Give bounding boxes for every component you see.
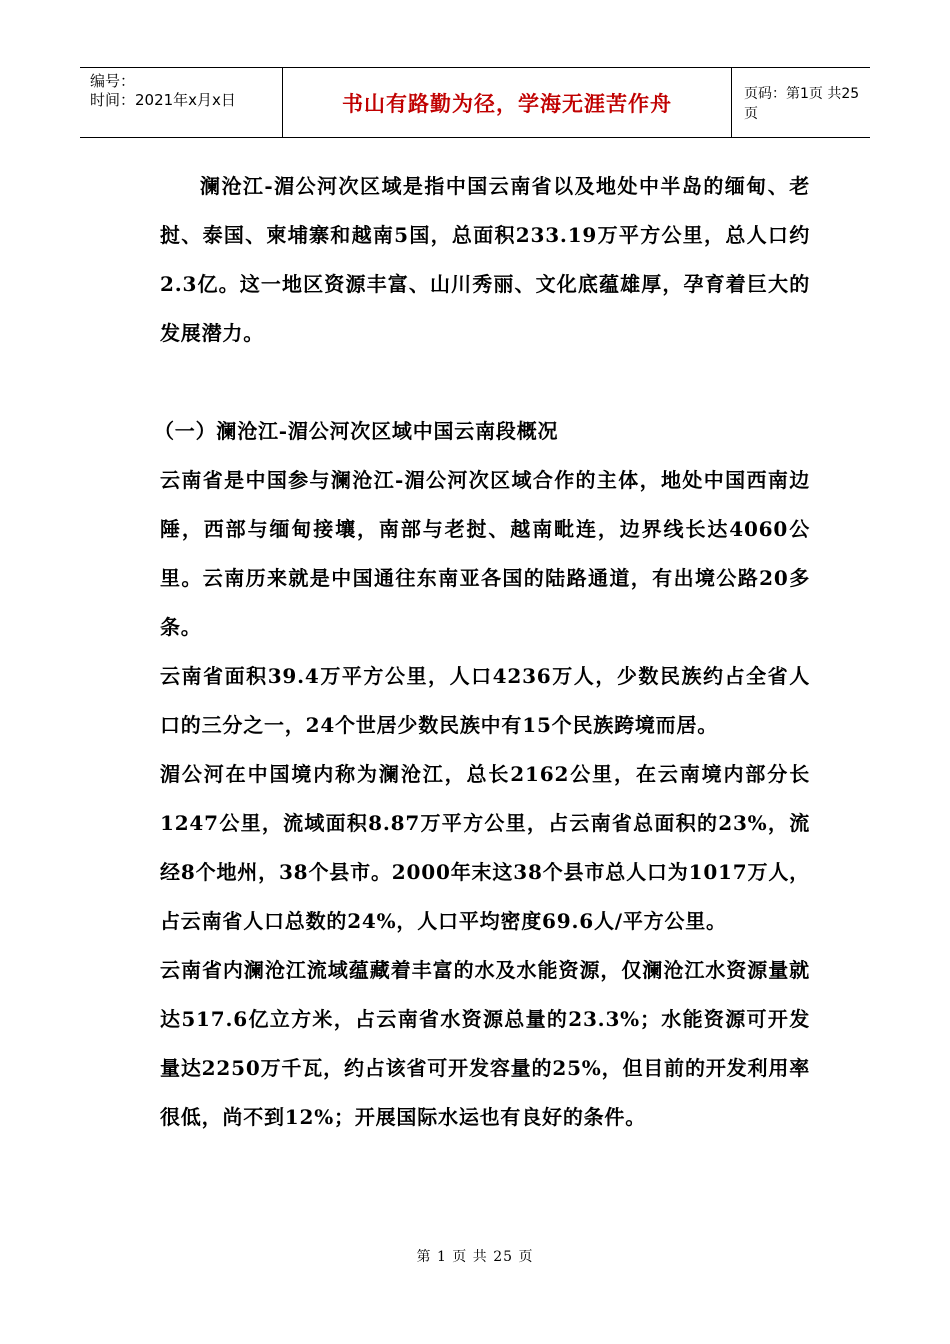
paragraph-1: 云南省是中国参与澜沧江-湄公河次区域合作的主体，地处中国西南边陲，西部与缅甸接壤，南部与老挝、越南毗连，边界线长达4060公里。云南历来就是中国通往东南亚各国的陆路通道，有出境公路20多条。	[160, 468, 810, 639]
document-body	[154, 162, 810, 1142]
number-label: 编号：	[90, 72, 136, 90]
header-page-code: 页码：第1页 共25页	[744, 85, 860, 122]
time-label: 时间：2021年x月x日	[90, 91, 236, 109]
page-footer: 第 1 页 共 25 页	[416, 1249, 534, 1265]
intro-paragraph: 澜沧江-湄公河次区域是指中国云南省以及地处中半岛的缅甸、老挝、泰国、柬埔寨和越南5国，总面积233.19万平方公里，总人口约2.3亿。这一地区资源丰富、山川秀丽、文化底蕴雄厚，孕育着巨大的发展潜力。	[160, 174, 810, 345]
paragraph-4: 云南省内澜沧江流域蕴藏着丰富的水及水能资源，仅澜沧江水资源量就达517.6亿立方米，占云南省水资源总量的23.3%；水能资源可开发量达2250万千瓦，约占该省可开发容量的25%，但目前的开发利用率很低，尚不到12%；开展国际水运也有良好的条件。	[160, 958, 810, 1129]
paragraph-2: 云南省面积39.4万平方公里，人口4236万人，少数民族约占全省人口的三分之一，24个世居少数民族中有15个民族跨境而居。	[160, 664, 810, 737]
header-meta	[80, 68, 282, 137]
paragraph-3: 湄公河在中国境内称为澜沧江，总长2162公里，在云南境内部分长1247公里，流域面积8.87万平方公里，占云南省总面积的23%，流经8个地州，38个县市。2000年末这38个县市总人口为1017万人，占云南省人口总数的24%，人口平均密度69.6人/平方公里。	[160, 762, 810, 933]
header-motto: 书山有路勤为径，学海无涯苦作舟	[282, 68, 732, 137]
header-table	[80, 67, 870, 138]
section-heading: （一）澜沧江-湄公河次区域中国云南段概况	[154, 419, 559, 443]
